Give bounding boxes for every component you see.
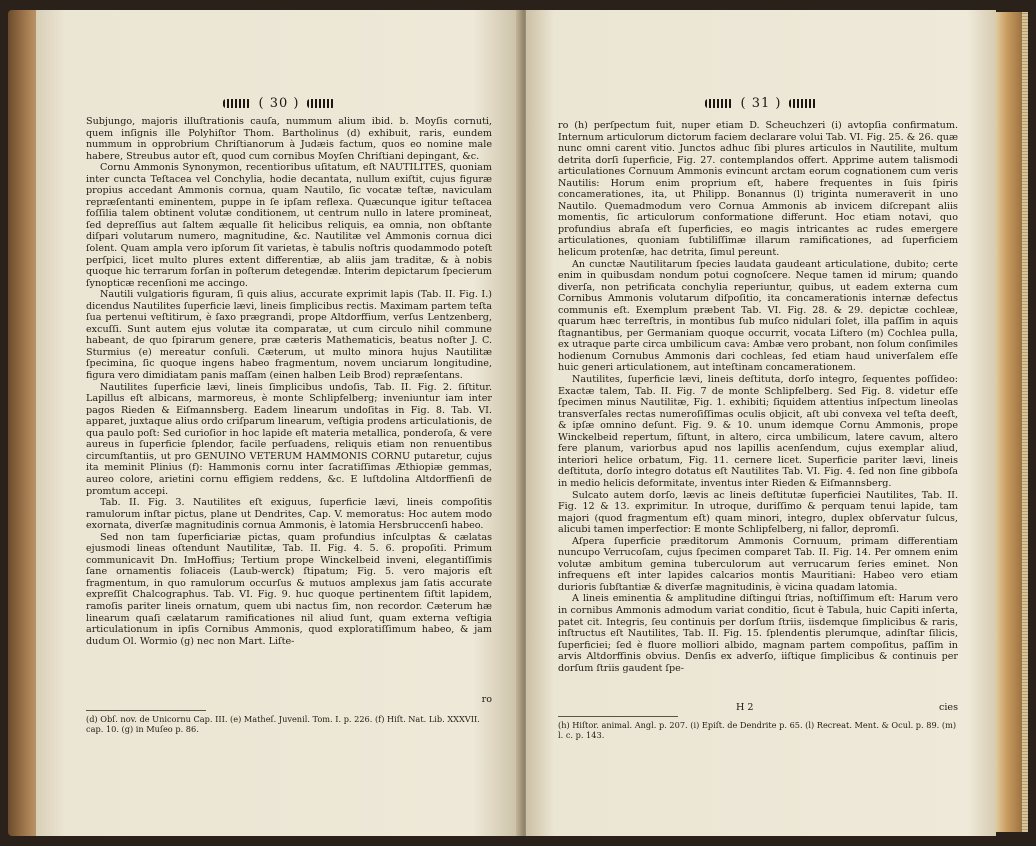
right-page-block-edge: [994, 12, 1028, 832]
right-catchword: cies: [938, 702, 958, 713]
left-page-number: ( 30 ): [258, 96, 300, 111]
left-page: [36, 10, 522, 836]
paragraph: Cornu Ammonis Synonymon, recentioribus uſitatum, eſt NAUTILITES, quoniam inter cuncta Teſtacea vel Conchylia, hodie decantata, nullum exiſtit, cujus figuræ propius accedant Ammonis cornua, quam Nautilo, ſic vocatæ teſtæ, naviculam repræſentanti eminentem, puppe in ſe ipſam reflexa. Quæcunque igitur teſtacea foſſilia talem obtinent volutæ conditionem, ut centrum nullo in latere promineat, ſed depreſſius aut ſaltem æqualle ſit helicibus reliquis, ea omnia, non obſtante diſpari volutarum numero, magnitudine, &c. Nautilitæ vel Ammonis cornua dici ſolent. Quam ampla vero ipſorum ſit varietas, è tabulis noſtris quodammodo poteſt perſpici, licet multo plures extent differentiæ, ab aliis jam traditæ, & à nobis quoque hic terrarum forſan in poſterum detegendæ. Interim depictarum ſpecierum ſynopticæ recenſioni me accingo.: [86, 162, 492, 289]
ornament-icon: [223, 99, 251, 108]
paragraph: Nautilites, ſuperficie lævi, lineis deſtituta, dorſo integro, ſequentes poſſideo: Exactæ talem, Tab. II. Fig. 7 de monte Schlipfelberg. Sed Fig. 8. videtur eſſe ſpecimen minus Nautilitæ, Fig. 1. exhibiti; ſiquidem attentius inſpectum lineolas transverſales rectas numeroſiſſimas oculis objicit, aſt ubi convexa vel teſta deeſt, & ipſæ omnino deſunt. Fig. 9. & 10. unum idemque Cornu Ammonis, prope Winckelbeid repertum, ſiſtunt, in altero, circa umbilicum, latere cavum, altero fere planum, variorbus apud nos lapillis acenſendum, cujus exemplar aliud, interiori helice orbatum, Fig. 11. cernere licet. Superficie pariter lævi, lineis deſtituta, dorſo integro dotatus eſt Nautilites Tab. VI. Fig. 4. ſed non ſine gibboſa in medio helicis deformitate, inventus inter Rieden & Eiſmannsberg.: [558, 374, 958, 489]
paragraph: Nautili vulgatioris figuram, ſi quis alius, accurate exprimit lapis (Tab. II. Fig. I.) dicendus Nautilites ſuperficie lævi, lineis ſimplicibus rectis. Maximam partem teſta ſua pertenui veſtitirum, è ſaxo prægrandi, prope Altdorffium, verſus Lentzenberg, excuſſi. Sunt autem ejus volutæ ita comparatæ, ut cum circulo nihil commune habeant, de quo ſpirarum genere, præ cæteris Mathematicis, beatus noſter J. C. Sturmius (e) mereatur conſuli. Cæterum, ut multo minora hujus Nautilitæ ſpecimina, ſic quoque ingens habeo fragmentum, novem unciarum longitudine, figura vero dimidiatam panis maſſam (einen halben Leib Brod) repræſentans.: [86, 289, 492, 382]
right-page-number: ( 31 ): [740, 96, 782, 111]
footnote-rule: [86, 710, 206, 711]
open-book: [8, 6, 1028, 842]
paragraph: A lineis eminentia & amplitudine diſtingui ſtrias, noſtiſſimum eſt: Harum vero in cornibus Ammonis admodum variat conditio, ſicut è Tabula, huic Capiti inſerta, patet cit. Integris, ſeu continuis per dorſum ſtriis, iisdemque ſimplicibus & raris, inſtructus eſt Nautilites, Tab. II. Fig. 15. ſplendentis plerumque, adinſtar ſilicis, ſuperficiei; ſed è fluore molliori albido, magnam partem compoſitus, paſſim in arvis Altdorffinis obvius. Denſis ex adverſo, iiſtique ſimplicibus & continuis per dorſum ſtriis gaudent ſpe-: [558, 593, 958, 674]
signature-mark: H 2: [736, 702, 754, 713]
right-page: [526, 10, 996, 836]
paragraph: Sed non tam ſuperficiariæ pictas, quam profundius inſculptas & cælatas ejusmodi lineas oſtendunt Nautilitæ, Tab. II. Fig. 4. 5. 6. propoſiti. Primum communicavit Dn. ImHoffius; Tertium prope Winckelbeid inveni, elegantiſſimis ſane ornamentis foliaceis (Laub-werck) ſtipatum; Fig. 5. vero majoris eſt fragmentum, in quo ramulorum occurſus & mutuos amplexus jam ſatis accurate expreſſit Chalcographus. Tab. VI. Fig. 9. huc quoque pertinentem ſiſtit lapidem, ramoſis pariter lineis ornatum, quem ubi nactus ſim, non recordor. Cæterum hæ linearum quaſi cælatarum ramificationes nil aliud ſunt, quam externa veſtigia articulationum in ipſis Cornibus Ammonis, quod exploratiſſimum habeo, & jam dudum Ol. Wormio (g) nec non Mart. Liſte-: [86, 531, 492, 647]
paragraph: Tab. II. Fig. 3. Nautilites eſt exiguus, ſuperficie lævi, lineis compoſitis ramulorum inſtar pictus, plane ut Dendrites, Cap. V. memoratus: Hoc autem modo exornata, diverſæ magnitudinis cornua Ammonis, è latomia Hersbruccenſi habeo.: [86, 497, 492, 532]
right-page-text: [558, 120, 958, 674]
paragraph: ro (h) perſpectum fuit, nuper etiam D. Scheuchzeri (i) avtopſia confirmatum. Internum articulorum dictorum faciem declarare volui Tab. VI. Fig. 25. & 26. quæ nunc omni carent vitio. Junctos adhuc ſibi plures articulos in Nautilite, multum detrita dorſi ſuperficie, Fig. 27. contemplandos offert. Apprime autem talismodi articulationes Cornuum Ammonis evincunt arctam eorum cognationem cum veris Nautilis: Horum enim proprium eſt, habere frequentes in ſuis ſpiris concamerationes, ita, ut Philipp. Bonannus (l) triginta numeraverit in uno Nautilo. Quemadmodum vero Cornua Ammonis ab invicem diſcrepant aliis momentis, ſic articulorum conformatione differunt. Hoc etiam notavi, quo profundius abraſa eſt ſuperficies, eo magis intricantes ac rudes emergere articulationes, quoniam ſubtiliſſimæ illarum ramificationes, ad ſuperficiem helicum protenſæ, hac detrita, ſimul pereunt.: [558, 120, 958, 259]
paragraph: Sulcato autem dorſo, lævis ac lineis deſtitutæ ſuperficiei Nautilites, Tab. II. Fig. 12 & 13. exprimitur. In utroque, duriſſimo & perquam tenui lapide, tam majori (quod fragmentum eſt) quam minori, integro, duplex obſervatur ſulcus, alicubi tamen imperfectior: E monte Schlipfelberg, ni fallor, depromſi.: [558, 489, 958, 536]
ornament-icon: [705, 99, 733, 108]
right-footnotes: (h) Hiſtor. animal. Angl. p. 207. (i) Epiſt. de Dendrite p. 65. (l) Recreat. Ment. & Ocul. p. 89. (m) l. c. p. 143.: [558, 720, 957, 740]
left-catchword: ro: [481, 694, 492, 705]
left-footnotes: (d) Obſ. nov. de Unicornu Cap. III. (e) Matheſ. Juvenil. Tom. I. p. 226. (f) Hiſt. Nat. Lib. XXXVII. cap. 10. (g) in Muſeo p. 86.: [86, 714, 480, 734]
left-page-header: [36, 96, 522, 111]
footnote-rule: [558, 716, 678, 717]
left-page-text: [86, 116, 492, 647]
paragraph: Aſpera ſuperficie præditorum Ammonis Cornuum, primam differentiam nuncupo Verrucoſam, cujus ſpecimen comparet Tab. II. Fig. 14. Per omnem enim volutæ ambitum gemina tuberculorum aut verrucarum ſeries eminet. Non infrequens eſt inter lapides calcarios montis Mauritiani: Habeo vero etiam durioris ſubſtantiæ & diverſæ magnitudinis, è vicina quadam latomia.: [558, 535, 958, 593]
paragraph: An cunctæ Nautilitarum ſpecies laudata gaudeant articulatione, dubito; certe enim in quibusdam nondum potui cognoſcere. Neque tamen id mirum; quando diverſa, non petrificata conchylia reperiuntur, quibus, ut eadem externa cum Cornibus Ammonis volutarum diſpoſitio, ita concamerationis internæ defectus communis eſt. Exemplum præbent Tab. VI. Fig. 28. & 29. depictæ cochleæ, quarum hæc terreſtris, in montibus ſub muſco nidulari ſolet, illa paſſim in aquis ſtagnantibus, per Germaniam quoque occurrit, vocata Liſtero (m) Cochlea pulla, ex utraque parte circa umbilicum cava: Ambæ vero probant, non ſolum conſimiles hodienum Cornubus Ammonis dari cochleas, ſed etiam haud univerſalem eſſe huic generi articulationem, aut inteſtinam concamerationem.: [558, 258, 958, 374]
paragraph: Subjungo, majoris illuſtrationis cauſa, nummum alium ibid. b. Moyſis cornuti, quem inſignis ille Polyhiſtor Thom. Bartholinus (d) exhibuit, raris, eundem nummum in opprobrium Chriſtianorum à Judæis factum, quos eo nomine male habere, Streubus autor eſt, quod cum cornibus Moyſen Chriſtiani depingant, &c.: [86, 116, 492, 162]
right-page-header: [526, 96, 996, 111]
paragraph: Nautilites ſuperficie lævi, lineis ſimplicibus undoſis, Tab. II. Fig. 2. ſiſtitur. Lapillus eſt albicans, marmoreus, è monte Schlipfelberg; inveniuntur iam inter pagos Rieden & Eiſmannsberg. Eadem linearum undoſitas in Fig. 8. Tab. VI. apparet, juxtaque alius ordo criſparum linearum, veſtigia prodens articulationis, de qua paulo poſt: Sed curioſior in hoc lapide eſt materia metallica, ponderoſa, & vere aureus in ſuperficie ſplendor, facile perſuadens, reliquis etiam non renuentibus circumſtantiis, ut pro GENUINO VETERUM HAMMONIS CORNU putaretur, cujus ita meminit Plinius (f): Hammonis cornu inter ſacratiſſimas Æthiopiæ gemmas, aureo colore, arietini cornu effigiem reddens, &c. E luſtdolina Altdorffienſi de promtum accepi.: [86, 381, 492, 497]
ornament-icon: [307, 99, 335, 108]
ornament-icon: [789, 99, 817, 108]
